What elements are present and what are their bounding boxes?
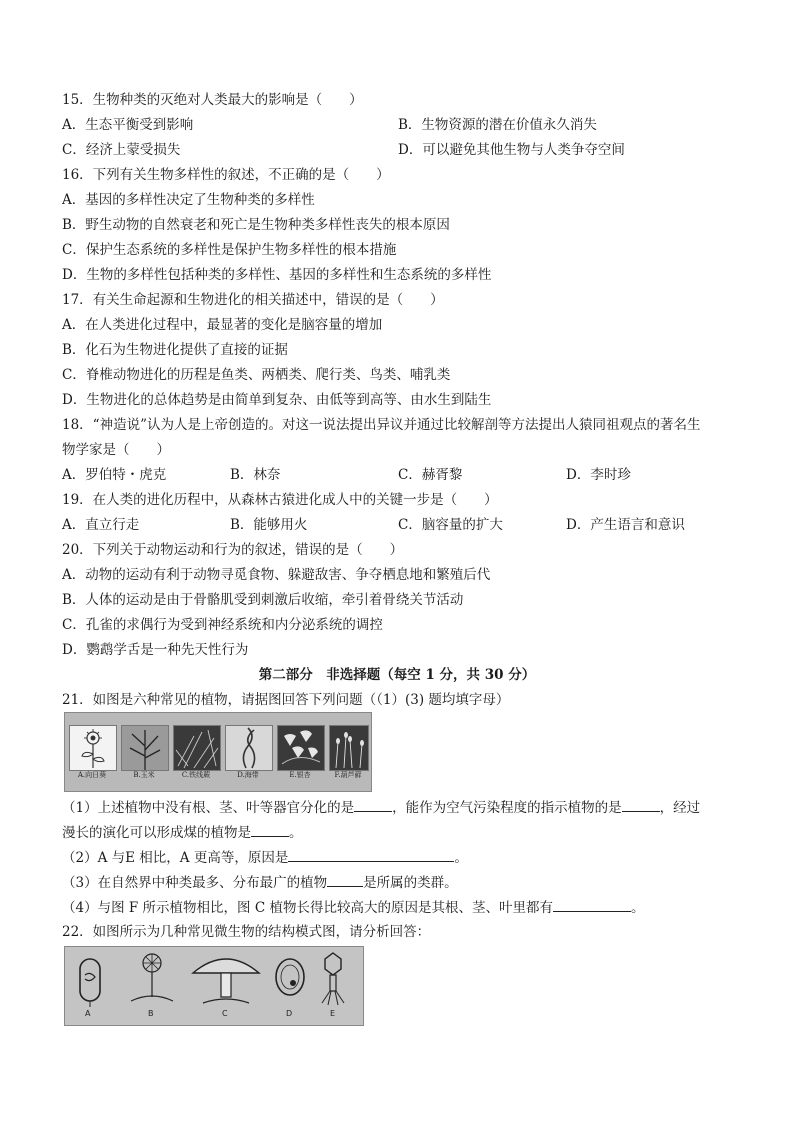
q17-stem: 17．有关生命起源和生物进化的相关描述中，错误的是（ ） [62, 292, 444, 308]
label-b: B [148, 1009, 154, 1018]
q18-option-b: B．林奈 [230, 467, 281, 483]
plants-figure [64, 712, 372, 792]
q19-stem: 19．在人类的进化历程中，从森林古猿进化成人中的关键一步是（ ） [62, 492, 498, 508]
q20-option-d: D．鹦鹉学舌是一种先天性行为 [62, 642, 249, 658]
q18-option-d: D．李时珍 [566, 467, 631, 483]
mold-image [127, 951, 177, 1011]
q21-part1-text-a: （1）上述植物中没有根、茎、叶等器官分化的是 [62, 800, 355, 816]
corn-image [121, 725, 169, 771]
q21-part1-line1 [62, 797, 700, 818]
caption-b: B.玉米 [133, 771, 155, 779]
sunflower-image [69, 725, 117, 771]
q21-part1-text-d: 漫长的演化可以形成煤的植物是 [62, 825, 251, 841]
q21-part4-text-a: （4）与图 F 所示植物相比，图 C 植物长得比较高大的原因是其根、茎、叶里都有 [62, 900, 553, 916]
q18-stem-line2: 物学家是（ ） [62, 442, 170, 458]
answer-blank[interactable] [327, 872, 363, 887]
ginkgo-image [277, 725, 325, 771]
q21-part2 [62, 847, 468, 868]
q22-stem: 22．如图所示为几种常见微生物的结构模式图，请分析回答： [62, 924, 431, 940]
yeast-image [273, 951, 307, 1011]
bacterium-image [75, 951, 105, 1011]
q21-part1-text-c: ，经过 [659, 800, 701, 816]
q16-option-b: B．野生动物的自然衰老和死亡是生物种类多样性丧失的根本原因 [62, 217, 450, 233]
caption-c: C.铁线蕨 [181, 771, 211, 779]
q15-option-a: A．生态平衡受到影响 [62, 117, 194, 133]
q19-option-d: D．产生语言和意识 [566, 517, 685, 533]
caption-d: D.海带 [237, 771, 259, 779]
q18-option-c: C．赫胥黎 [398, 467, 463, 483]
label-c: C [222, 1009, 228, 1018]
q15-stem: 15．生物种类的灭绝对人类最大的影响是（ ） [62, 92, 363, 108]
section-heading: 第二部分 非选择题（每空 1 分，共 30 分） [258, 667, 536, 683]
q21-part1-text-b: ，能作为空气污染程度的指示植物的是 [392, 800, 622, 816]
kelp-image [225, 725, 273, 771]
q17-option-c: C．脊椎动物进化的历程是鱼类、两栖类、爬行类、鸟类、哺乳类 [62, 367, 451, 383]
answer-blank[interactable] [288, 847, 454, 862]
moss-image [329, 725, 369, 771]
q21-part4-text-b: 。 [630, 900, 645, 916]
q18-stem-line1: 18．“神造说”认为人是上帝创造的。对这一说法提出异议并通过比较解剖等方法提出人猿同祖观点的著名生 [62, 417, 701, 433]
q20-option-b: B．人体的运动是由于骨骼肌受到刺激后收缩，牵引着骨绕关节活动 [62, 592, 464, 608]
q20-option-a: A．动物的运动有利于动物寻觅食物、躲避敌害、争夺栖息地和繁殖后代 [62, 567, 491, 583]
q16-option-d: D．生物的多样性包括种类的多样性、基因的多样性和生态系统的多样性 [62, 267, 492, 283]
answer-blank[interactable] [354, 797, 392, 812]
q21-part3-text-a: （3）在自然界中种类最多、分布最广的植物 [62, 875, 328, 891]
q16-stem: 16．下列有关生物多样性的叙述，不正确的是（ ） [62, 167, 390, 183]
q16-option-c: C．保护生态系统的多样性是保护生物多样性的根本措施 [62, 242, 397, 258]
answer-blank[interactable] [622, 797, 660, 812]
q21-part3-text-b: 是所属的类群。 [363, 875, 458, 891]
label-a: A [85, 1009, 91, 1018]
q15-option-b: B．生物资源的潜在价值永久消失 [398, 117, 597, 133]
q20-stem: 20．下列关于动物运动和行为的叙述，错误的是（ ） [62, 542, 404, 558]
mushroom-image [189, 951, 263, 1011]
q19-option-b: B．能够用火 [230, 517, 308, 533]
q17-option-a: A．在人类进化过程中，最显著的变化是脑容量的增加 [62, 317, 383, 333]
virus-image [319, 951, 347, 1011]
answer-blank[interactable] [553, 897, 631, 912]
q20-option-c: C．孔雀的求偶行为受到神经系统和内分泌系统的调控 [62, 617, 383, 633]
q19-option-c: C．脑容量的扩大 [398, 517, 503, 533]
q21-part3 [62, 872, 458, 893]
label-e: E [330, 1009, 336, 1018]
q21-part1-text-e: 。 [289, 825, 303, 841]
caption-f: F.葫芦藓 [334, 771, 362, 779]
q21-part1-line2 [62, 822, 303, 843]
q21-part2-text-a: （2）A 与E 相比，A 更高等，原因是 [62, 850, 289, 866]
q21-part2-text-b: 。 [454, 850, 468, 866]
q17-option-b: B．化石为生物进化提供了直接的证据 [62, 342, 288, 358]
q17-option-d: D．生物进化的总体趋势是由简单到复杂、由低等到高等、由水生到陆生 [62, 392, 492, 408]
label-d: D [286, 1009, 293, 1018]
caption-a: A.向日葵 [77, 771, 107, 779]
q18-option-a: A．罗伯特・虎克 [62, 467, 167, 483]
answer-blank[interactable] [251, 822, 289, 837]
q21-part4 [62, 897, 644, 918]
q19-option-a: A．直立行走 [62, 517, 140, 533]
q16-option-a: A．基因的多样性决定了生物种类的多样性 [62, 192, 315, 208]
fern-image [173, 725, 221, 771]
caption-e: E.银杏 [289, 771, 311, 779]
q15-option-c: C．经济上蒙受损失 [62, 142, 181, 158]
q15-option-d: D．可以避免其他生物与人类争夺空间 [398, 142, 625, 158]
microbes-figure [64, 946, 364, 1026]
q21-stem: 21．如图是六种常见的植物，请据图回答下列问题（（1）(3) 题均填字母） [62, 692, 510, 708]
